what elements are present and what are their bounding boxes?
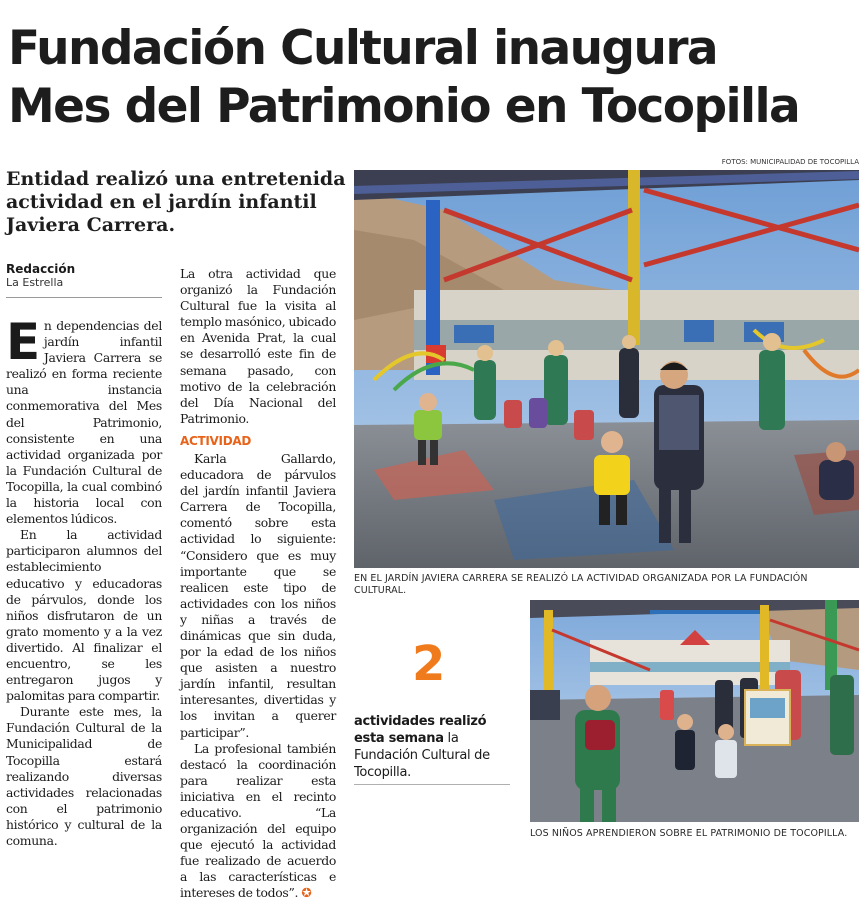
headline-line-2: Mes del Patrimonio en Tocopilla [8,79,800,134]
byline-name: Redacción [6,262,76,276]
stat-number: 2 [412,636,446,692]
drop-cap: E [6,313,40,371]
stat-divider [354,784,510,785]
stat-rest-text: la Fundación Cultural de Tocopilla. [354,731,490,780]
second-photo [530,600,859,822]
article-column-1 [6,313,162,849]
stat-bold-text: actividades realizó esta semana [354,714,487,746]
paragraph-3: Durante este mes, la Fundación Cultural de la Municipalidad de Tocopilla estará realizando diversas actividades relacionadas con el patrimonio histórico y cultural de la comuna. [6,704,162,848]
second-photo-caption: LOS NIÑOS APRENDIERON SOBRE EL PATRIMONIO DE TOCOPILLA. [530,828,848,839]
deck: Entidad realizó una entretenida actividad en el jardín infantil Javiera Carrera. [6,168,346,236]
paragraph-2: En la actividad participaron alumnos del establecimiento educativo y educadoras de párvulos, donde los niños disfrutaron de un grato momento y a la vez divertido. Al finalizar el encuentro, se les entregaron jugos y palomitas para compartir. [6,527,162,704]
article-column-2 [180,266,336,902]
main-photo-image [354,170,859,568]
byline-outlet: La Estrella [6,276,64,289]
paragraph-5: Karla Gallardo, educadora de párvulos del jardín infantil Javiera Carrera de Tocopilla, comentó sobre esta actividad lo siguiente: “Considero que es muy importante que se realicen este tipo de actividades con los niños y niñas a través de dinámicas que sin duda, por la edad de los niños que asisten a nuestro jardín infantil, resultan interesantes, divertidas y los invitan a querer participar”. [180,450,336,740]
main-photo-caption: EN EL JARDÍN JAVIERA CARRERA SE REALIZÓ LA ACTIVIDAD ORGANIZADA POR LA FUNDACIÓN CULTURAL. [354,573,808,596]
main-photo [354,170,859,568]
headline [8,20,858,136]
stat-text [354,713,518,781]
paragraph-1: En dependencias del jardín infantil Javiera Carrera se realizó en forma reciente una instancia conmemorativa del Mes del Patrimonio, consistente en una actividad organizada por la Fundación Cultural de Tocopilla, la cual combinó la historia local con elementos lúdicos. [6,313,162,527]
paragraph-4: La otra actividad que organizó la Fundación Cultural fue la visita al templo masónico, ubicado en Avenida Prat, la cual se desarrolló este fin de semana pasado, con motivo de la celebración del Día Nacional del Patrimonio. [180,266,336,426]
paragraph-6: La profesional también destacó la coordinación para realizar esta iniciativa en el recinto educativo. “La organización del equipo que ejecutó la actividad fue realizado de acuerdo a las características e intereses de todos”. ✪ [180,740,336,901]
subhead-actividad: ACTIVIDAD [180,433,252,448]
byline [6,262,162,290]
end-mark-icon: ✪ [301,885,312,901]
headline-line-1: Fundación Cultural inaugura [8,21,718,76]
photo-credit: FOTOS: MUNICIPALIDAD DE TOCOPILLA [721,158,859,166]
byline-divider [6,297,162,298]
second-photo-image [530,600,859,822]
